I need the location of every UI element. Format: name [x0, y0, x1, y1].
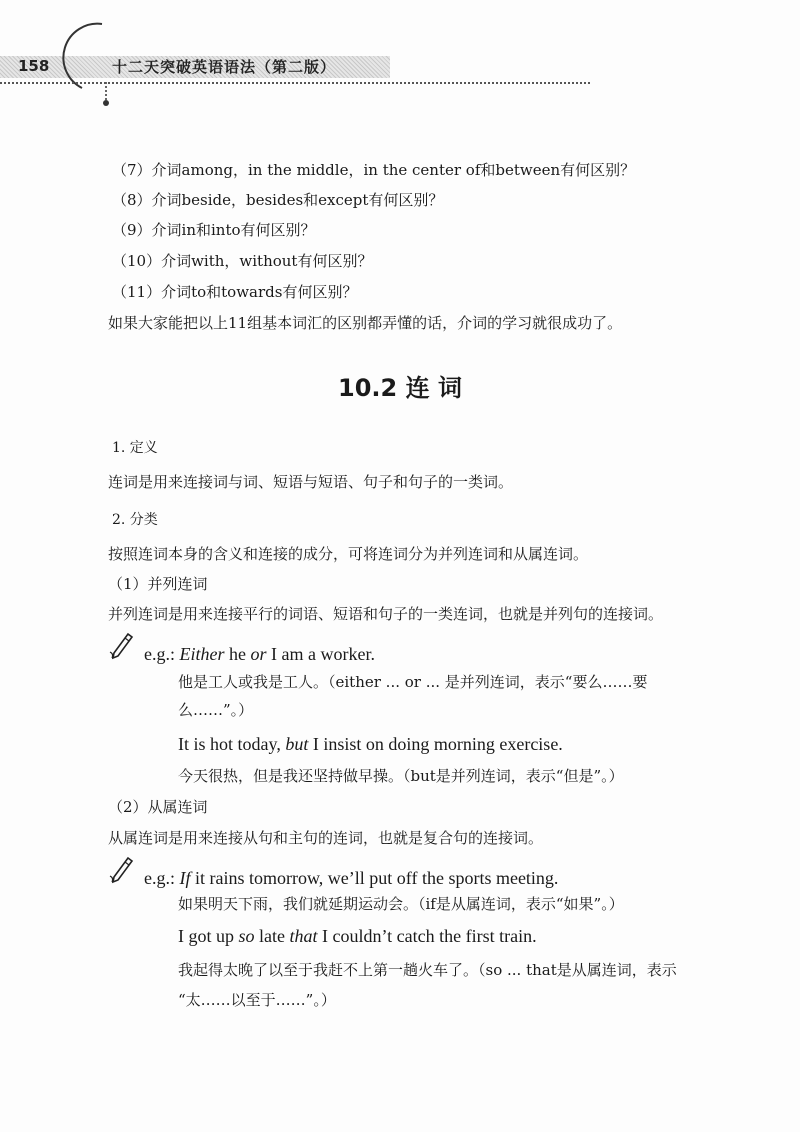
- eg-label: e.g.:: [144, 644, 175, 664]
- classification-heading: 2. 分类: [112, 512, 158, 528]
- definition-text: 连词是用来连接词与词、短语与短语、句子和句子的一类词。: [108, 473, 514, 491]
- eg-label: e.g.:: [144, 868, 175, 888]
- question-7: （7）介词among，in the middle，in the center of和between有何区别？: [112, 161, 636, 179]
- coordinating-text: 并列连词是用来连接平行的词语、短语和句子的一类连词，也就是并列句的连接词。: [108, 605, 664, 623]
- subordinating-example-1-translation: 如果明天下雨，我们就延期运动会。（if是从属连词，表示“如果”。）: [178, 895, 624, 913]
- subordinating-example-2: I got up so late that I couldn’t catch the first train.: [178, 926, 537, 946]
- subordinating-heading: （2）从属连词: [108, 798, 208, 816]
- classification-text: 按照连词本身的含义和连接的成分，可将连词分为并列连词和从属连词。: [108, 545, 589, 563]
- pencil-icon: [108, 856, 136, 884]
- coordinating-example-1-translation-line1: 他是工人或我是工人。（either ... or ... 是并列连词，表示“要么……要: [178, 673, 648, 691]
- coordinating-heading: （1）并列连词: [108, 575, 208, 593]
- coordinating-example-2: It is hot today, but I insist on doing morning exercise.: [178, 734, 563, 754]
- coordinating-example-1-translation-line2: 么……”。）: [178, 701, 254, 719]
- coordinating-example-1: e.g.: Either he or I am a worker.: [144, 644, 375, 664]
- summary-text: 如果大家能把以上11组基本词汇的区别都弄懂的话，介词的学习就很成功了。: [108, 314, 623, 332]
- question-9: （9）介词in和into有何区别？: [112, 221, 316, 239]
- question-11: （11）介词to和towards有何区别？: [112, 283, 358, 301]
- page-number: 158: [18, 57, 50, 75]
- header-dotted-rule: [0, 82, 590, 84]
- book-title: 十二天突破英语语法（第二版）: [112, 58, 337, 76]
- coordinating-example-2-translation: 今天很热，但是我还坚持做早操。（but是并列连词，表示“但是”。）: [178, 767, 624, 785]
- subordinating-example-2-translation-line1: 我起得太晚了以至于我赶不上第一趟火车了。（so ... that是从属连词，表示: [178, 961, 677, 979]
- question-10: （10）介词with，without有何区别？: [112, 252, 373, 270]
- question-8: （8）介词beside，besides和except有何区别？: [112, 191, 444, 209]
- section-title: 10.2 连 词: [338, 374, 462, 402]
- subordinating-text: 从属连词是用来连接从句和主句的连词，也就是复合句的连接词。: [108, 829, 544, 847]
- subordinating-example-2-translation-line2: “太……以至于……”。）: [178, 991, 336, 1009]
- definition-heading: 1. 定义: [112, 440, 158, 456]
- subordinating-example-1: e.g.: If it rains tomorrow, we’ll put off the sports meeting.: [144, 868, 559, 888]
- pencil-icon: [108, 632, 136, 660]
